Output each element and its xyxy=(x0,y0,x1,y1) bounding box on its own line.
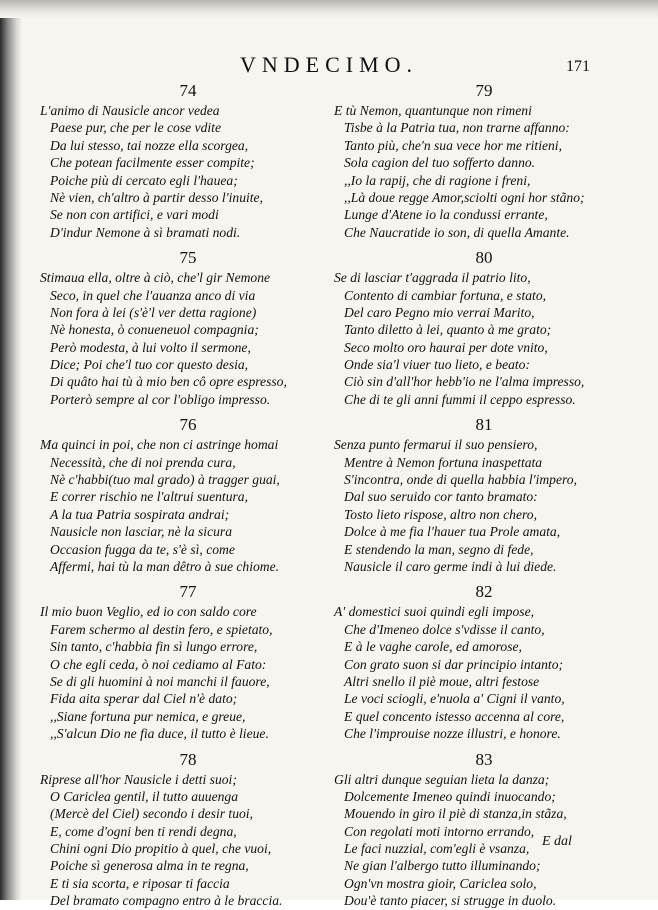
verse-line: Da lui stesso, tai nozze ella scorgea, xyxy=(50,137,249,153)
verse-line: Ogn'vn mostra gioir, Cariclea solo, xyxy=(344,875,537,891)
verse-line: Sin tanto, c'habbia fin sì lungo errore, xyxy=(50,639,258,655)
verse-line: S'incontra, onde di quella habbia l'impero, xyxy=(344,472,577,488)
stanza-number: 82 xyxy=(475,582,493,602)
verse-line: Seco molto oro haurai per dote vnito, xyxy=(344,339,548,355)
verse-line: E ti sia scorta, e riposar ti faccia xyxy=(50,875,230,891)
verse-line: Che d'Imeneo dolce s'vdisse il canto, xyxy=(344,621,545,637)
top-edge-shadow xyxy=(0,0,658,18)
verse-line: Nè c'habbi(tuo mal grado) à tragger guai, xyxy=(50,472,280,488)
verse-line: Dolcemente Imeneo quindi inuocando; xyxy=(344,788,556,804)
verse-line: Però modesta, à lui volto il sermone, xyxy=(50,339,251,355)
verse-line: Seco, in quel che l'auanza anco di via xyxy=(50,287,256,303)
verse-line: D'indur Nemone à sì bramati nodi. xyxy=(50,224,241,240)
verse-line: Se di gli huomini à noi manchi il fauore, xyxy=(50,673,270,689)
stanza-number: 79 xyxy=(475,81,493,100)
stanza-number: 78 xyxy=(179,749,197,769)
verse-line: (Mercè del Ciel) secondo i desir tuoi, xyxy=(50,806,253,822)
verse-line: Onde sia'l viuer tuo lieto, e beato: xyxy=(344,357,531,373)
verse-line: Se non con artifici, e vari modi xyxy=(50,207,219,223)
verse-line: O che egli ceda, ò noi cediamo al Fato: xyxy=(50,656,267,672)
verse-line: Tosto lieto rispose, altro non chero, xyxy=(344,506,537,522)
verse-line: Con grato suon si dar principio intanto; xyxy=(344,656,564,672)
page-number: 171 xyxy=(566,58,590,75)
verse-line: Mentre à Nemon fortuna inaspettata xyxy=(344,454,543,470)
verse-line: Nè honesta, ò conueneuol compagnia; xyxy=(50,322,259,338)
verse-line: Dal suo seruido cor tanto bramato: xyxy=(344,489,538,505)
verse-line: ,,S'alcun Dio ne fia duce, il tutto è lieue. xyxy=(50,726,269,742)
verse-line: Occasion fugga da te, s'è sì, come xyxy=(50,541,235,557)
verse-line: Non fora à lei (s'è'l ver detta ragione) xyxy=(50,304,257,320)
stanza xyxy=(334,247,634,408)
verse-line: Gli altri dunque seguian lieta la danza; xyxy=(334,771,550,787)
verse-line: E stendendo la man, segno di fede, xyxy=(344,541,534,557)
stanza xyxy=(40,749,336,910)
stanza xyxy=(334,581,634,742)
verse-line: Tanto diletto à lei, quanto à me grato; xyxy=(344,322,552,338)
verse-line: A la tua Patria sospirata andrai; xyxy=(50,506,230,522)
stanza xyxy=(40,581,336,742)
verse-line: Le faci nuzzial, com'egli è vsanza, xyxy=(344,841,530,857)
verse-line: Mouendo in giro il piè di stanza,in stãza, xyxy=(344,806,567,822)
verse-line: Dice; Poi che'l tuo cor questo desia, xyxy=(50,357,249,373)
stanza xyxy=(334,749,634,910)
verse-line: Le voci sciogli, e'nuola a' Cigni il vanto, xyxy=(344,691,565,707)
verse-line: E quel concento istesso accenna al core, xyxy=(344,708,565,724)
verse-line: Ne gian l'albergo tutto illuminando; xyxy=(344,858,541,874)
verse-line: Di quâto hai tù à mio ben cô opre espresso, xyxy=(50,374,287,390)
verse-line: Farem schermo al destin fero, e spietato, xyxy=(50,621,273,637)
stanza xyxy=(40,80,336,241)
verse-line: Chini ogni Dio propitio à quel, che vuoi, xyxy=(50,841,272,857)
verse-line: E correr rischio ne l'altrui suentura, xyxy=(50,489,248,505)
verse-line: O Cariclea gentil, il tutto auuenga xyxy=(50,788,239,804)
verse-line: Sola cagion del tuo sofferto danno. xyxy=(344,155,536,171)
verse-line: Poiche sì generosa alma in te regna, xyxy=(50,858,249,874)
stanza-number: 81 xyxy=(475,415,493,435)
verse-line: Senza punto fermarui il suo pensiero, xyxy=(334,437,538,453)
verse-line: Che Naucratide io son, di quella Amante. xyxy=(344,224,570,240)
verse-line: Il mio buon Veglio, ed io con saldo core xyxy=(40,604,257,620)
right-column xyxy=(334,80,634,910)
verse-line: ,,Io la rapij, che di ragione i freni, xyxy=(344,172,531,188)
verse-line: Fida aita sperar dal Ciel n'è dato; xyxy=(50,691,238,707)
verse-line: E à le vaghe carole, ed amorose, xyxy=(344,639,522,655)
verse-line: L'animo di Nausicle ancor vedea xyxy=(40,103,220,118)
binding-shadow xyxy=(0,0,22,900)
verse-line: Dou'è tanto piacer, si strugge in duolo. xyxy=(344,893,557,909)
verse-line: Lunge d'Atene io la condussi errante, xyxy=(344,207,548,223)
verse-line: Con regolati moti intorno errando, xyxy=(344,823,535,839)
stanza-number: 74 xyxy=(179,81,197,100)
verse-line: E, come d'ogni ben ti rendi degna, xyxy=(50,823,237,839)
verse-line: Affermi, hai tù la man dêtro à sue chiome. xyxy=(50,558,280,574)
stanza-number: 75 xyxy=(179,248,197,268)
running-head: VNDECIMO. xyxy=(239,52,419,77)
verse-line: E tù Nemon, quantunque non rimeni xyxy=(334,103,532,118)
stanza xyxy=(334,414,634,575)
verse-line: Poiche più di cercato egli l'hauea; xyxy=(50,172,238,188)
verse-line: Che l'improuise nozze illustri, e honore. xyxy=(344,726,561,742)
left-column xyxy=(40,80,336,910)
verse-line: Nè vien, ch'altro à partir desso l'inuite, xyxy=(50,189,263,205)
stanza-number: 80 xyxy=(475,248,493,268)
verse-line: Ciò sin d'all'hor hebb'io ne l'alma impresso, xyxy=(344,374,585,390)
verse-line: Del caro Pegno mio verrai Marito, xyxy=(344,304,535,320)
stanza xyxy=(40,247,336,408)
verse-line: ,,Siane fortuna pur nemica, e greue, xyxy=(50,708,246,724)
verse-line: Che di te gli anni fummi il ceppo espresso. xyxy=(344,391,576,407)
verse-line: Contento di cambiar fortuna, e stato, xyxy=(344,287,547,303)
verse-line: Dolce à me fia l'hauer tua Prole amata, xyxy=(344,524,561,540)
verse-line: Porterò sempre al cor l'obligo impresso. xyxy=(50,391,271,407)
stanza-number: 83 xyxy=(475,749,493,769)
stanza xyxy=(334,80,634,241)
verse-line: Tanto più, che'n sua vece hor me ritieni, xyxy=(344,137,562,153)
verse-line: Del bramato compagno entro à le braccia. xyxy=(50,893,283,909)
stanza xyxy=(40,414,336,575)
stanza-number: 76 xyxy=(179,415,197,435)
verse-line: Riprese all'hor Nausicle i detti suoi; xyxy=(40,771,237,787)
verse-line: Tisbe à la Patria tua, non trarne affanno: xyxy=(344,120,570,136)
verse-line: Necessità, che di noi prenda cura, xyxy=(50,454,236,470)
verse-line: Stimaua ella, oltre à ciò, che'l gir Nemone xyxy=(40,270,271,286)
verse-line: Se di lasciar t'aggrada il patrio lito, xyxy=(334,270,531,286)
stanza-number: 77 xyxy=(179,582,197,602)
verse-line: Ma quinci in poi, che non ci astringe homai xyxy=(40,437,279,453)
verse-line: Altri snello il piè moue, altri festose xyxy=(344,673,540,689)
verse-line: Che potean facilmente esser compite; xyxy=(50,155,255,171)
verse-line: A' domestici suoi quindi egli impose, xyxy=(334,604,534,620)
verse-line: Nausicle il caro germe indi à lui diede. xyxy=(344,558,557,574)
verse-line: Nausicle non lasciar, nè la sicura xyxy=(50,524,232,540)
catchword: E dal xyxy=(542,834,572,849)
verse-line: Paese pur, che per le cose vdite xyxy=(50,120,221,136)
verse-line: ,,Là doue regge Amor,sciolti ogni hor stãno; xyxy=(344,189,585,205)
